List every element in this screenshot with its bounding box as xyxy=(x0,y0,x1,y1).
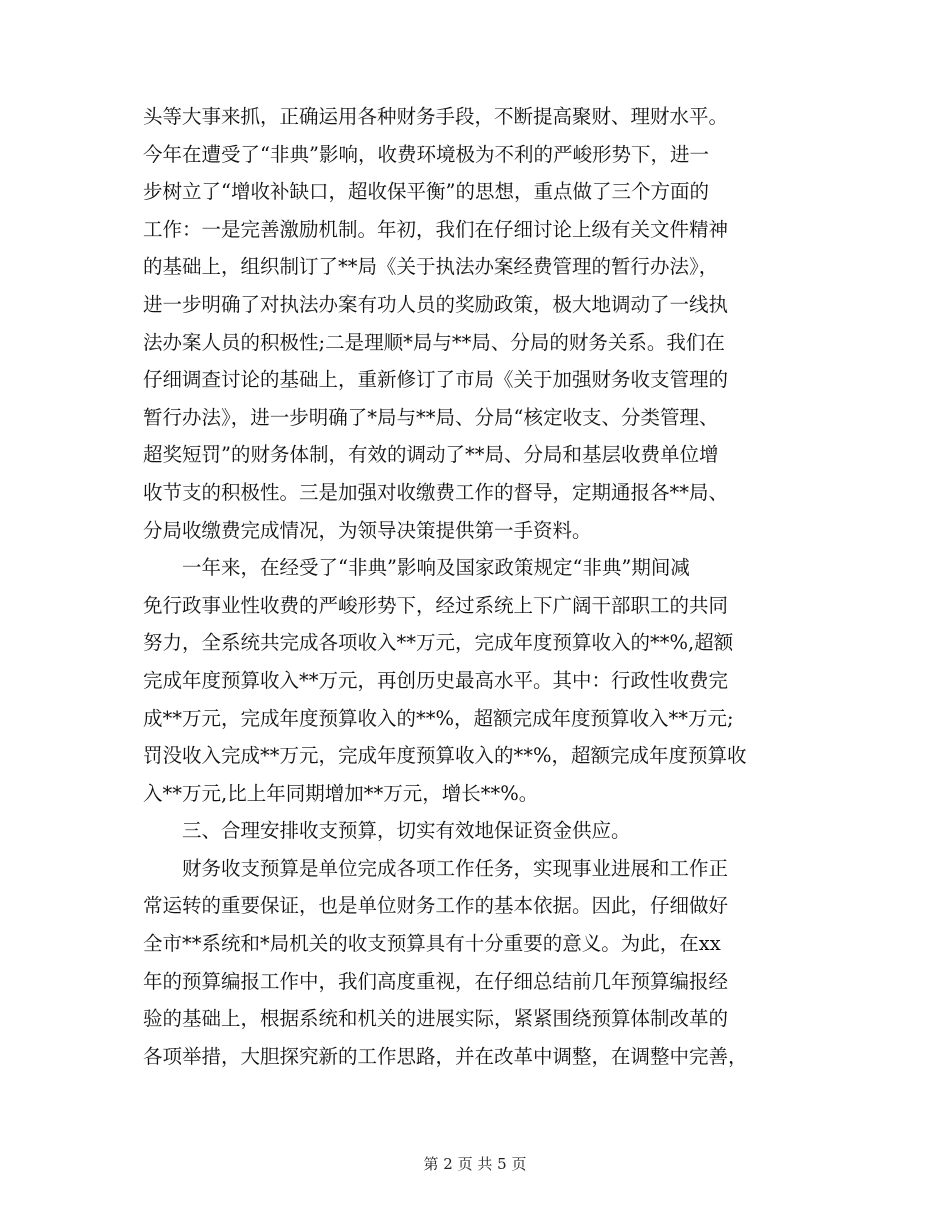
text-line: 一年来，在经受了“非典”影响及国家政策规定“非典”期间减 xyxy=(143,556,690,580)
text-line: 超奖短罚”的财务体制，有效的调动了**局、分局和基层收费单位增 xyxy=(143,443,719,467)
body-text xyxy=(143,98,807,1075)
page-footer: 第 2 页 共 5 页 xyxy=(423,1155,527,1173)
text-line: 仔细调查讨论的基础上，重新修订了市局《关于加强财务收支管理的 xyxy=(143,368,729,392)
text-line: 成**万元，完成年度预算收入的**%，超额完成年度预算收入**万元; xyxy=(143,706,734,730)
text-line: 头等大事来抓，正确运用各种财务手段，不断提高聚财、理财水平。 xyxy=(143,105,729,128)
text-line: 完成年度预算收入**万元，再创历史最高水平。其中：行政性收费完 xyxy=(143,668,729,692)
text-line: 步树立了“增收补缺口，超收保平衡”的思想，重点做了三个方面的 xyxy=(143,180,709,204)
text-line: 今年在遭受了“非典”影响，收费环境极为不利的严峻形势下，进一 xyxy=(143,142,709,166)
text-line: 努力，全系统共完成各项收入**万元，完成年度预算收入的**%,超额 xyxy=(143,631,734,655)
text-line: 三、合理安排收支预算，切实有效地保证资金供应。 xyxy=(143,819,631,843)
text-line: 验的基础上，根据系统和机关的进展实际，紧紧围绕预算体制改革的 xyxy=(143,1007,729,1031)
text-line: 入**万元,比上年同期增加**万元，增长**%。 xyxy=(143,781,539,805)
text-line: 收节支的积极性。三是加强对收缴费工作的督导，定期通报各**局、 xyxy=(143,480,729,504)
text-line: 全市**系统和*局机关的收支预算具有十分重要的意义。为此，在xx xyxy=(143,932,721,956)
text-line: 进一步明确了对执法办案有功人员的奖励政策，极大地调动了一线执 xyxy=(143,292,729,316)
text-line: 工作：一是完善激励机制。年初，我们在仔细讨论上级有关文件精神 xyxy=(143,217,729,241)
text-line: 暂行办法》，进一步明确了*局与**局、分局“核定收支、分类管理、 xyxy=(143,405,719,429)
text-line: 法办案人员的积极性;二是理顺*局与**局、分局的财务关系。我们在 xyxy=(143,330,725,354)
text-line: 罚没收入完成**万元，完成年度预算收入的**%，超额完成年度预算收 xyxy=(143,744,747,768)
text-line: 常运转的重要保证，也是单位财务工作的基本依据。因此，仔细做好 xyxy=(143,894,729,918)
text-line: 免行政事业性收费的严峻形势下，经过系统上下广阔干部职工的共同 xyxy=(143,593,729,617)
text-line: 的基础上，组织制订了**局《关于执法办案经费管理的暂行办法》， xyxy=(143,255,719,279)
text-line: 财务收支预算是单位完成各项工作任务，实现事业进展和工作正 xyxy=(143,856,729,880)
text-line: 分局收缴费完成情况，为领导决策提供第一手资料。 xyxy=(143,518,592,542)
text-line: 各项举措，大胆探究新的工作思路，并在改革中调整，在调整中完善， xyxy=(143,1044,748,1068)
text-line: 年的预算编报工作中，我们高度重视，在仔细总结前几年预算编报经 xyxy=(143,969,729,993)
